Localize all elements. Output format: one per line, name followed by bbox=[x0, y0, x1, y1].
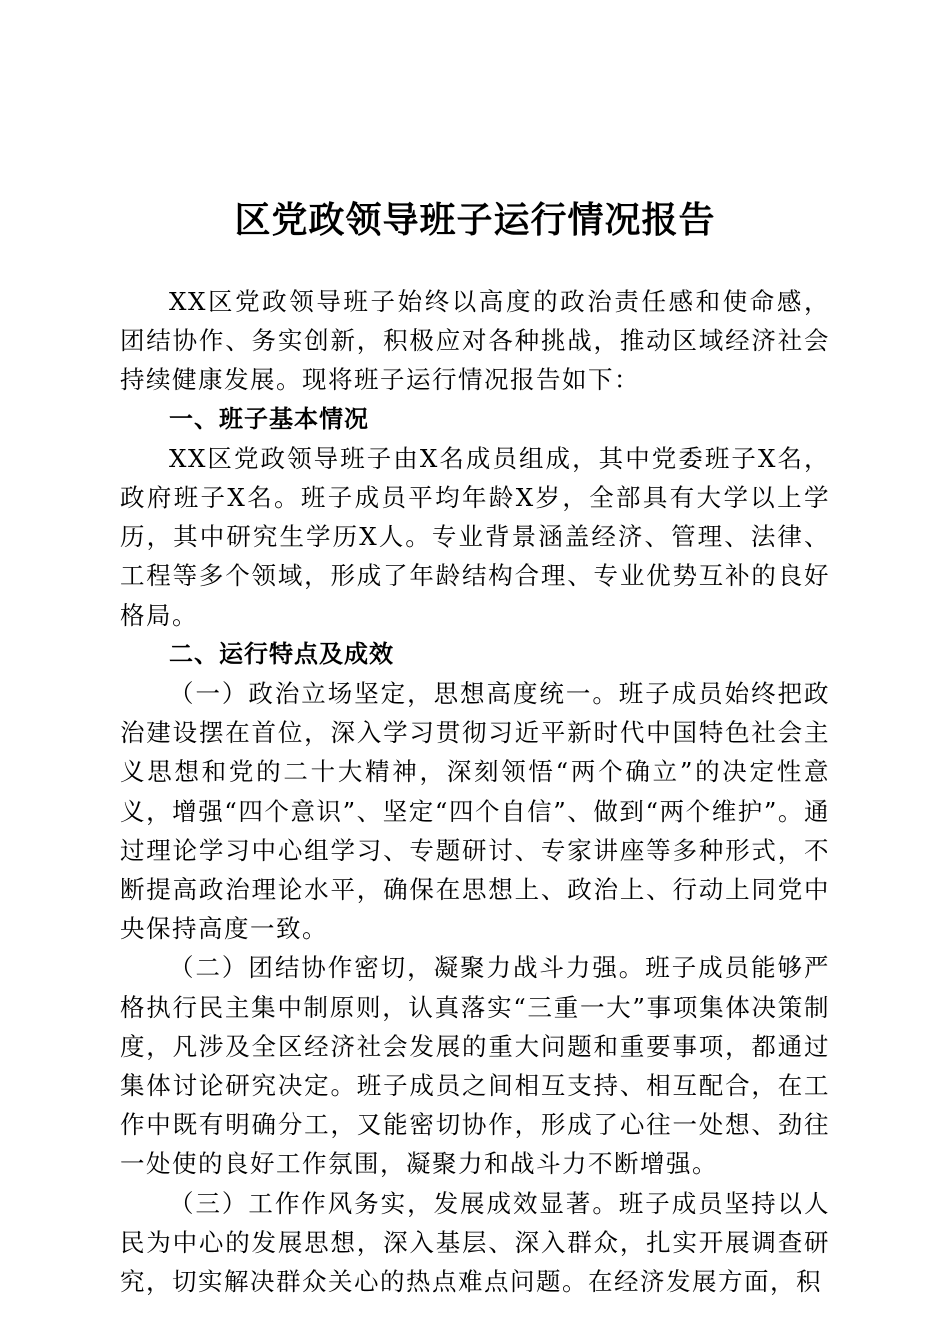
paragraph-text-political: 班子成员始终把政治建设摆在首位，深入学习贯彻习近平新时代中国特色社会主义思想和党的二十大精神，深刻领悟“两个确立”的决定性意义，增强“四个意识”、坚定“四个自信”、做到“两个维护”。通过理论学习中心组学习、专题研讨、专家讲座等多种形式，不断提高政治理论水平，确保在思想上、政治上、行动上同党中央保持高度一致。 bbox=[120, 679, 831, 944]
section-heading-features: 二、运行特点及成效 bbox=[169, 639, 394, 668]
subheading-political: （一）政治立场坚定，思想高度统一。 bbox=[169, 679, 619, 709]
paragraph-text-work-style: 班子成员坚持以人民为中心的发展思想，深入基层、深入群众，扎实开展调查研究，切实解决群众关心的热点难点问题。在经济发展方面，积 bbox=[120, 1188, 831, 1297]
feature-paragraph-work-style bbox=[120, 1184, 830, 1302]
intro-paragraph: XX区党政领导班子始终以高度的政治责任感和使命感，团结协作、务实创新，积极应对各种挑战，推动区域经济社会持续健康发展。现将班子运行情况报告如下： bbox=[120, 287, 830, 395]
basic-info-paragraph: XX区党政领导班子由X名成员组成，其中党委班子X名，政府班子X名。班子成员平均年龄X岁，全部具有大学以上学历，其中研究生学历X人。专业背景涵盖经济、管理、法律、工程等多个领域，形成了年龄结构合理、专业优势互补的良好格局。 bbox=[120, 443, 830, 630]
page-title: 区党政领导班子运行情况报告 bbox=[234, 199, 716, 241]
feature-paragraph-political bbox=[120, 674, 830, 948]
feature-paragraph-unity bbox=[120, 948, 830, 1183]
paragraph-text-unity: 班子成员能够严格执行民主集中制原则，认真落实“三重一大”事项集体决策制度，凡涉及全区经济社会发展的重大问题和重要事项，都通过集体讨论研究决定。班子成员之间相互支持、相互配合，在工作中既有明确分工，又能密切协作，形成了心往一处想、劲往一处使的良好工作氛围，凝聚力和战斗力不断增强。 bbox=[120, 953, 830, 1179]
subheading-work-style: （三）工作作风务实，发展成效显著。 bbox=[169, 1188, 619, 1218]
section-heading-basic-info: 一、班子基本情况 bbox=[169, 404, 369, 433]
document-body bbox=[120, 282, 830, 1301]
subheading-unity: （二）团结协作密切，凝聚力战斗力强。 bbox=[169, 953, 646, 983]
